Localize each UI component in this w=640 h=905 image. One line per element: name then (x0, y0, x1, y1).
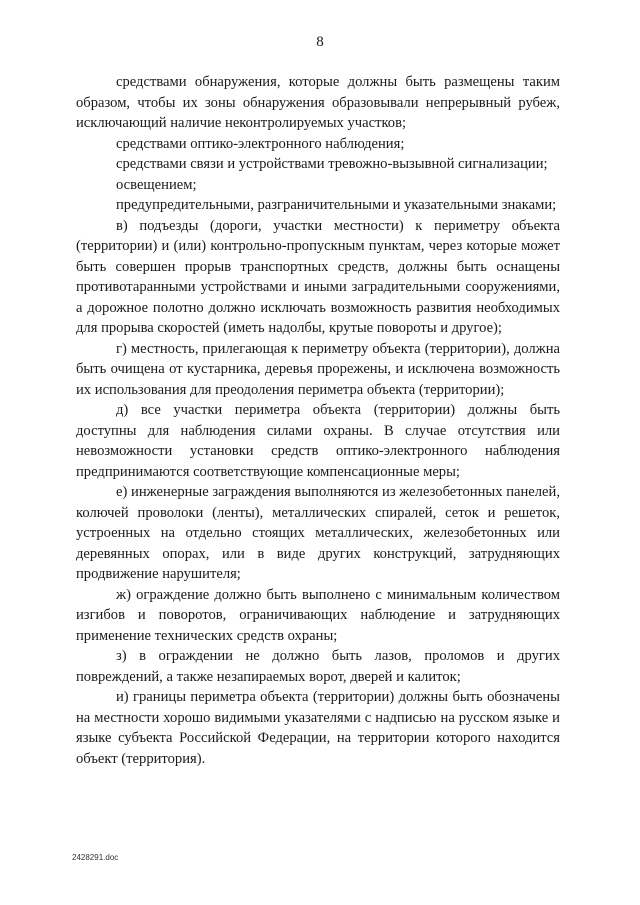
paragraph-optical-surveillance: средствами оптико-электронного наблюдения; (116, 135, 405, 152)
paragraph-item-z: з) в ограждении не должно быть лазов, проломов и других повреждений, а также незапираемых ворот, дверей и калиток; (76, 648, 560, 685)
paragraph-item-i: и) границы периметра объекта (территории) должны быть обозначены на местности хорошо видимыми указателями с надписью на русском языке и языке субъекта Российской Федерации, на территории которого находится объект (территория). (76, 689, 560, 767)
paragraph-lighting: освещением; (116, 176, 197, 193)
paragraph-item-e: е) инженерные заграждения выполняются из железобетонных панелей, колючей проволоки (ленты), металлических спиралей, сеток и решеток, устроенных на отдельно стоящих металлических, железобетонных или деревянных опорах, или в виде других конструкций, затрудняющих продвижение нарушителя; (76, 484, 560, 582)
paragraph-detection-means: средствами обнаружения, которые должны быть размещены таким образом, чтобы их зоны обнаружения образовывали непрерывный рубеж, исключающий наличие неконтролируемых участков; (76, 74, 560, 131)
document-body (76, 72, 560, 769)
page-number: 8 (316, 34, 324, 50)
document-filename: 2428291.doc (72, 853, 119, 862)
paragraph-item-zh: ж) ограждение должно быть выполнено с минимальным количеством изгибов и поворотов, ограничивающих наблюдение и затрудняющих применение технических средств охраны; (76, 586, 560, 644)
paragraph-item-d: д) все участки периметра объекта (территории) должны быть доступны для наблюдения силами охраны. В случае отсутствия или невозможности установки средств оптико-электронного наблюдения предпринимаются соответствующие компенсационные меры; (76, 402, 560, 480)
paragraph-communication-alarm: средствами связи и устройствами тревожно-вызывной сигнализации; (116, 156, 548, 172)
paragraph-warning-signs: предупредительными, разграничительными и указательными знаками; (116, 197, 557, 213)
paragraph-item-v: в) подъезды (дороги, участки местности) к периметру объекта (территории) и (или) контрольно-пропускным пунктам, через которые может быть совершен прорыв транспортных средств, должны быть оснащены противотаранными устройствами и иными заградительными сооружениями, а дорожное полотно должно исключать возможность развития необходимых для прорыва скоростей (иметь надолбы, крутые повороты и другое); (76, 217, 560, 336)
paragraph-item-g: г) местность, прилегающая к периметру объекта (территории), должна быть очищена от кустарника, деревья прорежены, и исключена возможность их использования для преодоления периметра объекта (территории); (76, 340, 560, 398)
